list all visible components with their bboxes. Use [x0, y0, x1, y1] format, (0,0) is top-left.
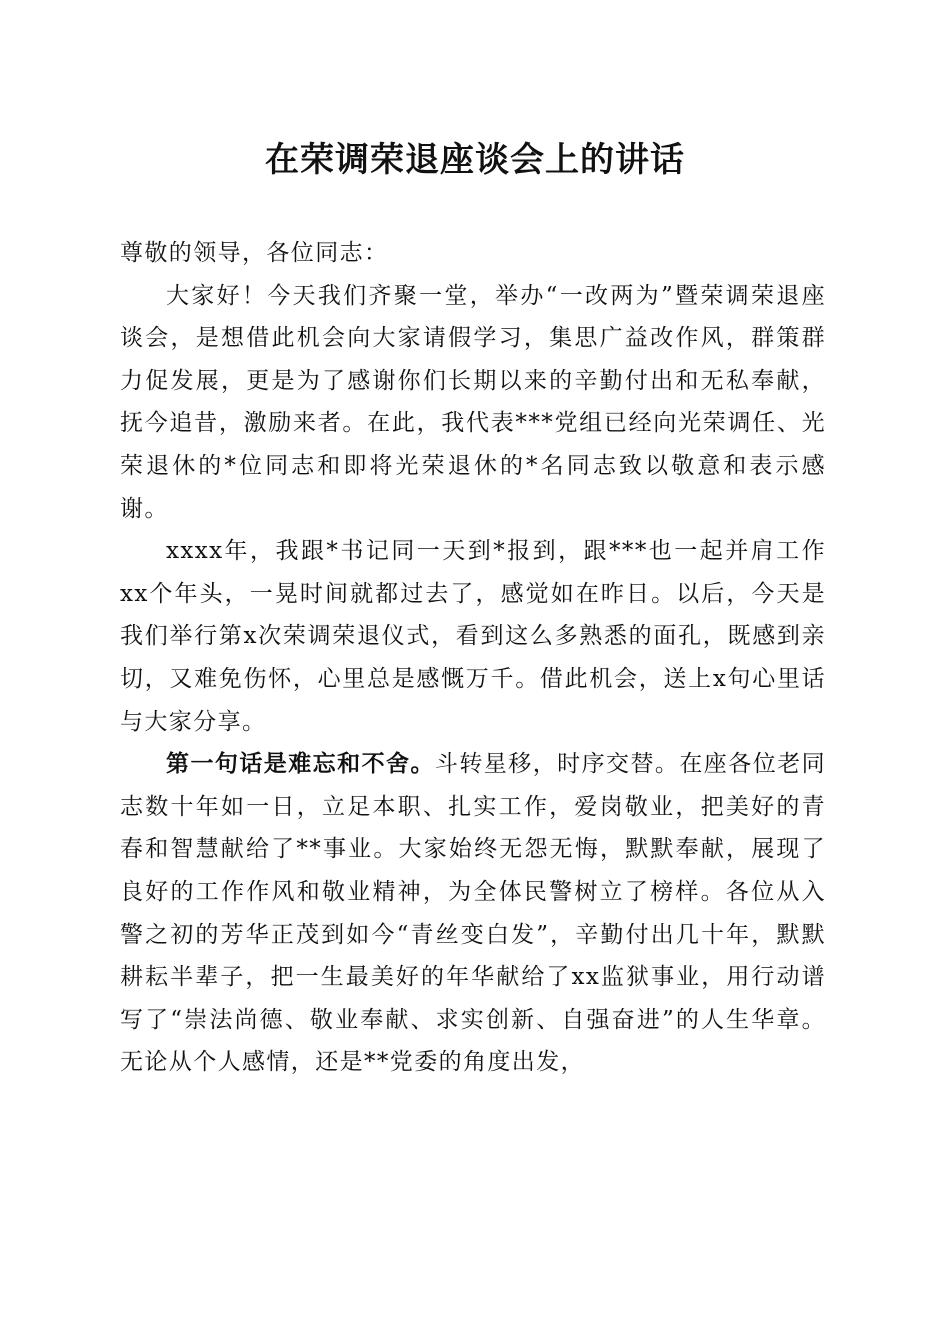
- paragraph-lead-sentence: 第一句话是难忘和不舍。: [166, 750, 435, 778]
- paragraph-first-point: [120, 743, 826, 1084]
- paragraph-greeting: [120, 275, 826, 531]
- document-title: 在荣调荣退座谈会上的讲话: [265, 140, 685, 180]
- paragraph-text: 大家好！今天我们齐聚一堂，举办“一改两为”暨荣调荣退座谈会，是想借此机会向大家请假学习，集思广益改作风，群策群力促发展，更是为了感谢你们长期以来的辛勤付出和无私奉献，抚今追昔，激励来者。在此，我代表***党组已经向光荣调任、光荣退休的*位同志和即将光荣退休的*名同志致以敬意和表示感谢。: [120, 282, 826, 522]
- paragraph-recollection: [120, 530, 826, 743]
- paragraph-text: 斗转星移，时序交替。在座各位老同志数十年如一日，立足本职、扎实工作，爱岗敬业，把美好的青春和智慧献给了**事业。大家始终无怨无悔，默默奉献，展现了良好的工作作风和敬业精神，为全体民警树立了榜样。各位从入警之初的芳华正茂到如今“青丝变白发”，辛勤付出几十年，默默耕耘半辈子，把一生最美好的年华献给了xx监狱事业，用行动谱写了“崇法尚德、敬业奉献、求实创新、自强奋进”的人生华章。无论从个人感情，还是**党委的角度出发，: [120, 751, 826, 1076]
- paragraph-text: xxxx年，我跟*书记同一天到*报到，跟***也一起并肩工作xx个年头，一晃时间就都过去了，感觉如在昨日。以后，今天是我们举行第x次荣调荣退仪式，看到这么多熟悉的面孔，既感到亲切，又难免伤怀，心里总是感慨万千。借此机会，送上x句心里话与大家分享。: [120, 538, 826, 735]
- salutation: 尊敬的领导，各位同志：: [120, 240, 389, 266]
- document-body: [120, 232, 826, 1084]
